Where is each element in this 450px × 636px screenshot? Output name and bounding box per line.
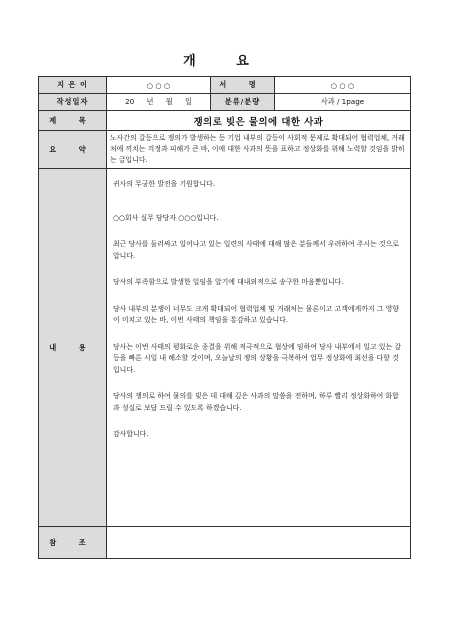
signature-value: ○ ○ ○ bbox=[275, 77, 411, 94]
content-paragraph: 귀사의 무궁한 발전을 기원합니다. bbox=[113, 180, 215, 188]
signature-label: 서 명 bbox=[211, 77, 275, 94]
content-paragraph: 당사 내부의 분쟁이 너무도 크게 확대되어 협력업체 및 거래처는 물론이고 고객에게까지 그 영향이 미치고 있는 바, 이번 사태의 책임을 통감하고 있습니다. bbox=[113, 304, 399, 324]
content-paragraph: 당사는 이번 사태의 평화로운 종결을 위해 적극적으로 협상에 임하여 당사 내부에서 일고 있는 갈등을 빠른 시일 내 해소할 것이며, 오늘날의 쟁의 상황을 극복하여 업무 정상화에 최선을 다할 것입니다. bbox=[113, 342, 402, 374]
content-label: 내 용 bbox=[39, 169, 107, 527]
date-value: 20 년 월 일 bbox=[107, 94, 211, 111]
content-paragraph: 최근 당사를 둘러싸고 일어나고 있는 일련의 사태에 대해 많은 분들께서 우려하여 주시는 것으로 압니다. bbox=[113, 240, 399, 260]
author-label: 지 은 이 bbox=[39, 77, 107, 94]
summary-table bbox=[38, 76, 411, 559]
date-row bbox=[39, 94, 411, 111]
summary-label: 요 약 bbox=[39, 131, 107, 169]
content-paragraph: ○○회사 실무 담당자 ○○○입니다. bbox=[113, 213, 219, 222]
content-paragraph: 당사의 쟁의로 하여 물의를 빚은 데 대해 깊은 사과의 말씀을 전하며, 하루 빨리 정상화하여 화합과 성실로 보답 드릴 수 있도록 하겠습니다. bbox=[113, 392, 399, 412]
summary-row bbox=[39, 131, 411, 169]
subject-value: 쟁의로 빚은 물의에 대한 사과 bbox=[107, 111, 411, 131]
author-value: ○ ○ ○ bbox=[107, 77, 211, 94]
reference-row bbox=[39, 527, 411, 559]
content-row bbox=[39, 169, 411, 527]
content-paragraph: 당사의 부족함으로 발생한 일임을 알기에 대내외적으로 송구한 마음뿐입니다. bbox=[113, 278, 344, 286]
subject-label: 제 목 bbox=[39, 111, 107, 131]
reference-label: 참 조 bbox=[39, 527, 107, 559]
date-label: 작성일자 bbox=[39, 94, 107, 111]
summary-value: 노사간의 갈등으로 쟁의가 발생하는 등 기업 내부의 갈등이 사회적 문제로 확대되어 협력업체, 거래처에 끼치는 걱정과 피해가 큰 바, 이에 대한 사과의 뜻을 표하고 정상화를 위해 노력할 것임을 밝히는 글입니다. bbox=[107, 131, 411, 169]
document-title: 개 요 bbox=[183, 54, 267, 69]
category-value: 사과 / 1page bbox=[275, 94, 411, 111]
subject-row bbox=[39, 111, 411, 131]
content-paragraph: 감사합니다. bbox=[113, 430, 149, 438]
author-row bbox=[39, 77, 411, 94]
category-label: 분류/분량 bbox=[211, 94, 275, 111]
content-body bbox=[107, 169, 411, 527]
reference-value bbox=[107, 527, 411, 559]
